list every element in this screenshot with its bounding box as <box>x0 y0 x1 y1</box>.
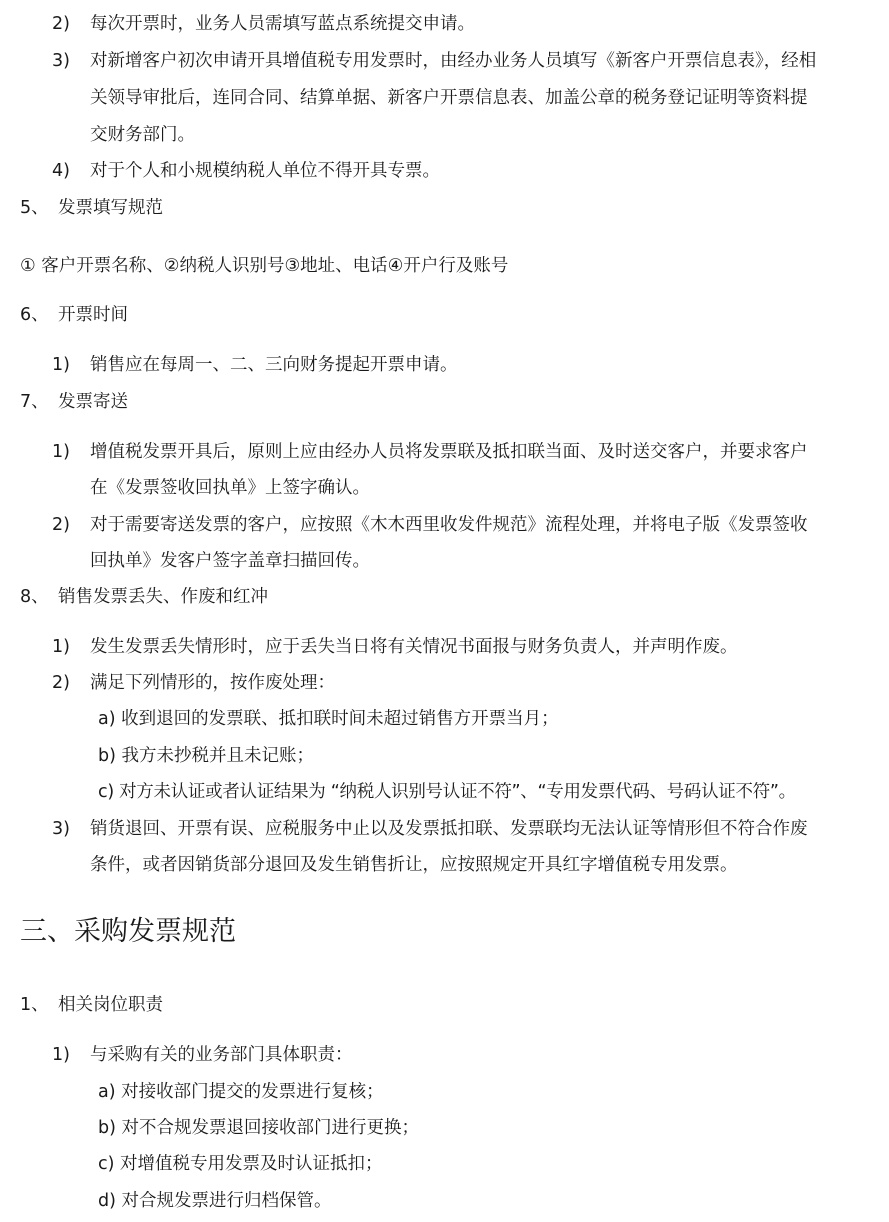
item-number: 3) <box>52 819 70 839</box>
item-text: 满足下列情形的，按作废处理： <box>90 673 335 693</box>
section-number: 1、 <box>20 995 49 1015</box>
item-number: 1) <box>52 355 70 375</box>
item-text: 交财务部门。 <box>90 125 195 145</box>
item-number: 2) <box>52 673 70 693</box>
item-text: 与采购有关的业务部门具体职责： <box>90 1045 353 1065</box>
item-text: 条件，或者因销货部分退回及发生销售折让，应按照规定开具红字增值税专用发票。 <box>90 855 738 875</box>
item-number: 1) <box>52 1045 70 1065</box>
item-text: 增值税发票开具后，原则上应由经办人员将发票联及抵扣联当面、及时送交客户，并要求客户 <box>90 442 808 462</box>
item-number: 1) <box>52 442 70 462</box>
item-number: 4) <box>52 161 70 181</box>
sub-item-text: b) 我方未抄税并且未记账； <box>98 746 314 766</box>
item-text: 对于需要寄送发票的客户，应按照《木木西里收发件规范》流程处理，并将电子版《发票签收 <box>90 515 808 535</box>
item-text: 销货退回、开票有误、应税服务中止以及发票抵扣联、发票联均无法认证等情形但不符合作废 <box>90 819 808 839</box>
section-number: 6、 <box>20 305 49 325</box>
item-text: 对新增客户初次申请开具增值税专用发票时，由经办业务人员填写《新客户开票信息表》，经相 <box>90 51 817 71</box>
item-text: 回执单》发客户签字盖章扫描回传。 <box>90 551 370 571</box>
sub-item-text: a) 收到退回的发票联、抵扣联时间未超过销售方开票当月； <box>98 709 559 729</box>
section-number: 5、 <box>20 198 49 218</box>
section-title: 相关岗位职责 <box>58 995 163 1015</box>
section-number: 7、 <box>20 392 49 412</box>
item-text: 发生发票丢失情形时，应于丢失当日将有关情况书面报与财务负责人，并声明作废。 <box>90 637 738 657</box>
section-title: 销售发票丢失、作废和红冲 <box>58 587 268 607</box>
item-number: 2) <box>52 515 70 535</box>
section-number: 8、 <box>20 587 49 607</box>
chapter-title: 三、采购发票规范 <box>20 916 236 947</box>
paragraph-text: ① 客户开票名称、②纳税人识别号③地址、电话④开户行及账号 <box>20 256 509 276</box>
section-title: 发票填写规范 <box>58 198 163 218</box>
item-number: 1) <box>52 637 70 657</box>
item-text: 在《发票签收回执单》上签字确认。 <box>90 478 370 498</box>
section-title: 开票时间 <box>58 305 128 325</box>
item-text: 关领导审批后，连同合同、结算单据、新客户开票信息表、加盖公章的税务登记证明等资料提 <box>90 88 808 108</box>
item-text: 每次开票时，业务人员需填写蓝点系统提交申请。 <box>90 14 475 34</box>
sub-item-text: a) 对接收部门提交的发票进行复核； <box>98 1082 384 1102</box>
item-number: 2) <box>52 14 70 34</box>
item-number: 3) <box>52 51 70 71</box>
sub-item-text: c) 对增值税专用发票及时认证抵扣； <box>98 1154 383 1174</box>
sub-item-text: c) 对方未认证或者认证结果为 “纳税人识别号认证不符”、“专用发票代码、号码认证不符”。 <box>98 782 796 802</box>
sub-item-text: d) 对合规发票进行归档保管。 <box>98 1191 332 1211</box>
item-text: 对于个人和小规模纳税人单位不得开具专票。 <box>90 161 440 181</box>
section-title: 发票寄送 <box>58 392 128 412</box>
item-text: 销售应在每周一、二、三向财务提起开票申请。 <box>90 355 458 375</box>
sub-item-text: b) 对不合规发票退回接收部门进行更换； <box>98 1118 419 1138</box>
